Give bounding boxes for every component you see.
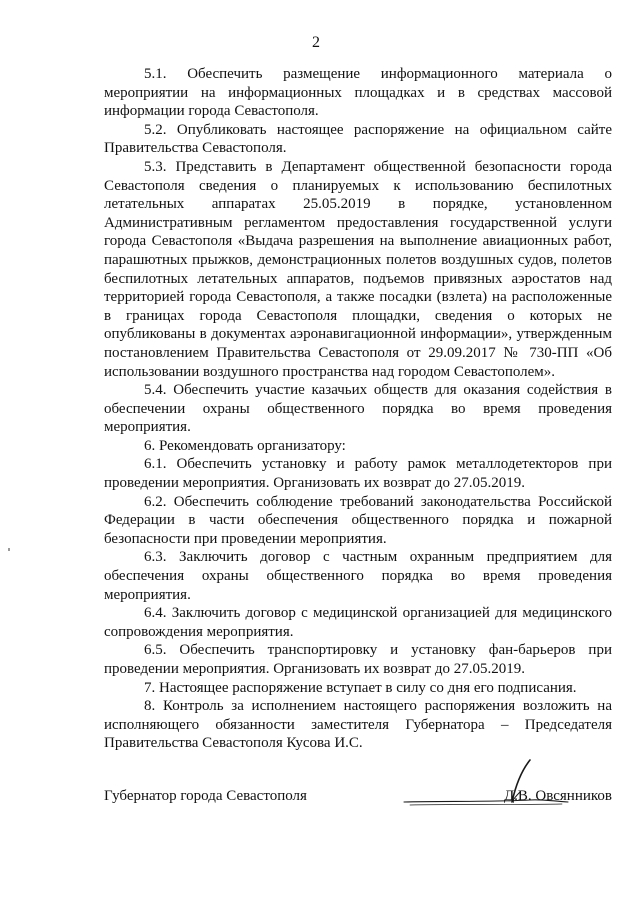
paragraph-6-5: 6.5. Обеспечить транспортировку и установку фан-барьеров при проведении мероприятия. Организовать их возврат до 27.05.2019.	[104, 642, 612, 677]
page-number: 2	[312, 34, 320, 51]
signatory-name: Д.В. Овсянников	[503, 788, 612, 804]
document-body	[104, 65, 612, 753]
paragraph-5-1: 5.1. Обеспечить размещение информационного материала о мероприятии на информационных площадках и в средствах массовой информации города Севастополя.	[104, 66, 612, 120]
handwritten-signature	[402, 796, 570, 856]
paragraph-5-2: 5.2. Опубликовать настоящее распоряжение на официальном сайте Правительства Севастополя.	[104, 121, 612, 157]
paragraph-5-3: 5.3. Представить в Департамент общественной безопасности города Севастополя сведения о планируемых к использованию беспилотных летательных аппаратах 25.05.2019 в порядке, установленном Административным регламентом предоставления государственной услуги города Севастополя «Выдача разрешения на выполнение авиационных работ, парашютных прыжков, демонстрационных полетов воздушных судов, полетов беспилотных летательных аппаратов, подъемов привязных аэростатов над территорией города Севастополя, а также посадки (взлета) на расположенные в границах города Севастополя площадки, сведения о которых не опубликованы в документах аэронавигационной информации», утвержденным постановлением Правительства Севастополя от 29.09.2017 № 730-ПП «Об использовании воздушного пространства над городом Севастополем».	[104, 158, 612, 380]
signatory-role: Губернатор города Севастополя	[104, 788, 307, 804]
paragraph-6-3: 6.3. Заключить договор с частным охранным предприятием для обеспечения охраны общественного порядка во время проведения мероприятия.	[104, 549, 612, 603]
signature-block	[104, 788, 612, 810]
paragraph-5-4: 5.4. Обеспечить участие казачьих обществ для оказания содействия в обеспечении охраны общественного порядка во время проведения мероприятия.	[104, 382, 612, 436]
paragraph-6: 6. Рекомендовать организатору:	[144, 437, 346, 454]
paragraph-7: 7. Настоящее распоряжение вступает в силу со дня его подписания.	[144, 679, 577, 696]
paragraph-6-4: 6.4. Заключить договор с медицинской организацией для медицинского сопровождения мероприятия.	[104, 605, 612, 640]
scan-speck	[8, 548, 10, 551]
paragraph-8: 8. Контроль за исполнением настоящего распоряжения возложить на исполняющего обязанности заместителя Губернатора – Председателя Правительства Севастополя Кусова И.С.	[104, 698, 612, 752]
paragraph-6-1: 6.1. Обеспечить установку и работу рамок металлодетекторов при проведении мероприятия. Организовать их возврат до 27.05.2019.	[104, 456, 612, 492]
paragraph-6-2: 6.2. Обеспечить соблюдение требований законодательства Российской Федерации в части обеспечения общественного порядка и пожарной безопасности при проведении мероприятия.	[104, 493, 612, 547]
